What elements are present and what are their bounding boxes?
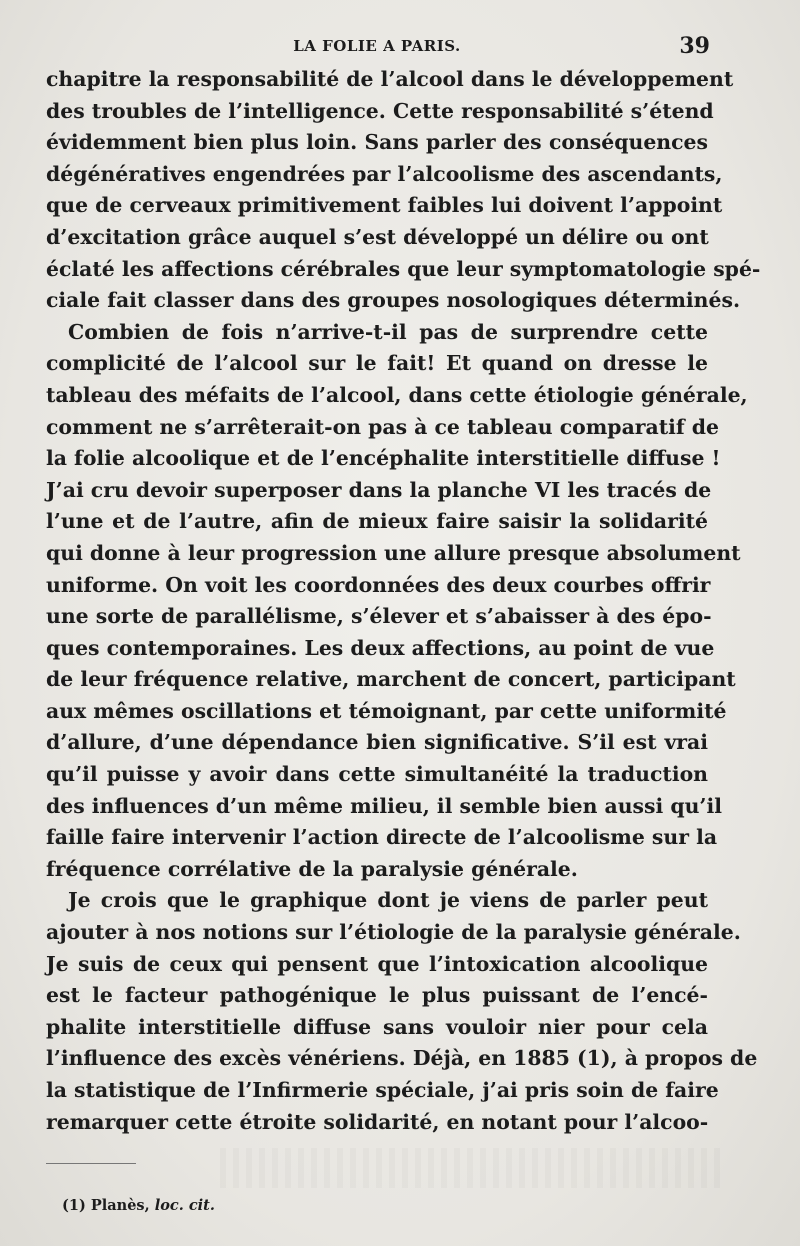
text-line: Je suis de ceux qui pensent que l’intoxication alcoolique: [46, 951, 708, 976]
text-line: ajouter à nos notions sur l’étiologie de la paralysie générale.: [46, 920, 741, 945]
page-number: 39: [679, 33, 710, 59]
text-line: ques contemporaines. Les deux affections, au point de vue: [46, 635, 715, 660]
text-line: aux mêmes oscillations et témoignant, par cette uniformité: [46, 698, 727, 723]
page-header: [46, 30, 708, 62]
paragraph: [46, 317, 748, 886]
text-line: chapitre la responsabilité de l’alcool dans le développement: [46, 67, 734, 91]
text-line: éclaté les affections cérébrales que leur symptomatologie spé-: [46, 256, 761, 281]
text-line: une sorte de parallélisme, s’élever et s’abaisser à des épo-: [46, 604, 712, 629]
running-head: LA FOLIE A PARIS.: [293, 37, 461, 55]
text-line: Je crois que le graphique dont je viens de parler peut: [68, 888, 708, 913]
text-line: ciale fait classer dans des groupes nosologiques déterminés.: [46, 288, 741, 313]
text-line: d’excitation grâce auquel s’est développé un délire ou ont: [46, 224, 709, 249]
text-line: fréquence corrélative de la paralysie générale.: [46, 856, 578, 881]
text-line: dégénératives engendrées par l’alcoolisme des ascendants,: [46, 161, 723, 186]
text-line: Combien de fois n’arrive-t-il pas de surprendre cette: [68, 319, 708, 344]
text-line: J’ai cru devoir superposer dans la planche VI les tracés de: [46, 477, 712, 502]
footnote: [62, 1196, 215, 1216]
text-line: comment ne s’arrêterait-on pas à ce tableau comparatif de: [46, 414, 720, 439]
footnote-citation: loc. cit.: [154, 1197, 215, 1214]
text-line: phalite interstitielle diffuse sans vouloir nier pour cela: [46, 1014, 708, 1039]
text-line: la folie alcoolique et de l’encéphalite interstitielle diffuse !: [46, 446, 721, 471]
text-line: des influences d’un même milieu, il semble bien aussi qu’il: [46, 793, 723, 818]
text-line: de leur fréquence relative, marchent de concert, participant: [46, 667, 736, 692]
paragraph: [46, 885, 758, 1138]
text-line: évidemment bien plus loin. Sans parler des conséquences: [46, 130, 708, 155]
text-line: la statistique de l’Infirmerie spéciale, j’ai pris soin de faire: [46, 1078, 719, 1102]
text-line: l’une et de l’autre, afin de mieux faire saisir la solidarité: [46, 509, 708, 534]
text-line: est le facteur pathogénique le plus puissant de l’encé-: [46, 983, 708, 1008]
text-line: d’allure, d’une dépendance bien significative. S’il est vrai: [46, 730, 708, 755]
text-line: complicité de l’alcool sur le fait! Et quand on dresse le: [46, 351, 708, 376]
paragraph: [46, 64, 761, 317]
text-line: tableau des méfaits de l’alcool, dans cette étiologie générale,: [46, 382, 748, 407]
text-line: qui donne à leur progression une allure presque absolument: [46, 540, 741, 565]
show-through-text: [220, 1148, 720, 1188]
footnote-rule: [46, 1163, 136, 1164]
text-line: remarquer cette étroite solidarité, en notant pour l’alcoo-: [46, 1109, 709, 1134]
text-line: faille faire intervenir l’action directe de l’alcoolisme sur la: [46, 825, 718, 850]
text-line: qu’il puisse y avoir dans cette simultanéité la traduction: [46, 762, 708, 787]
text-line: des troubles de l’intelligence. Cette responsabilité s’étend: [46, 98, 714, 123]
text-line: l’influence des excès vénériens. Déjà, en 1885 (1), à propos de: [46, 1046, 758, 1071]
body-text: [46, 64, 761, 1138]
text-line: que de cerveaux primitivement faibles lui doivent l’appoint: [46, 193, 723, 218]
footnote-marker: (1) Planès,: [62, 1197, 150, 1214]
text-line: uniforme. On voit les coordonnées des deux courbes offrir: [46, 572, 711, 597]
